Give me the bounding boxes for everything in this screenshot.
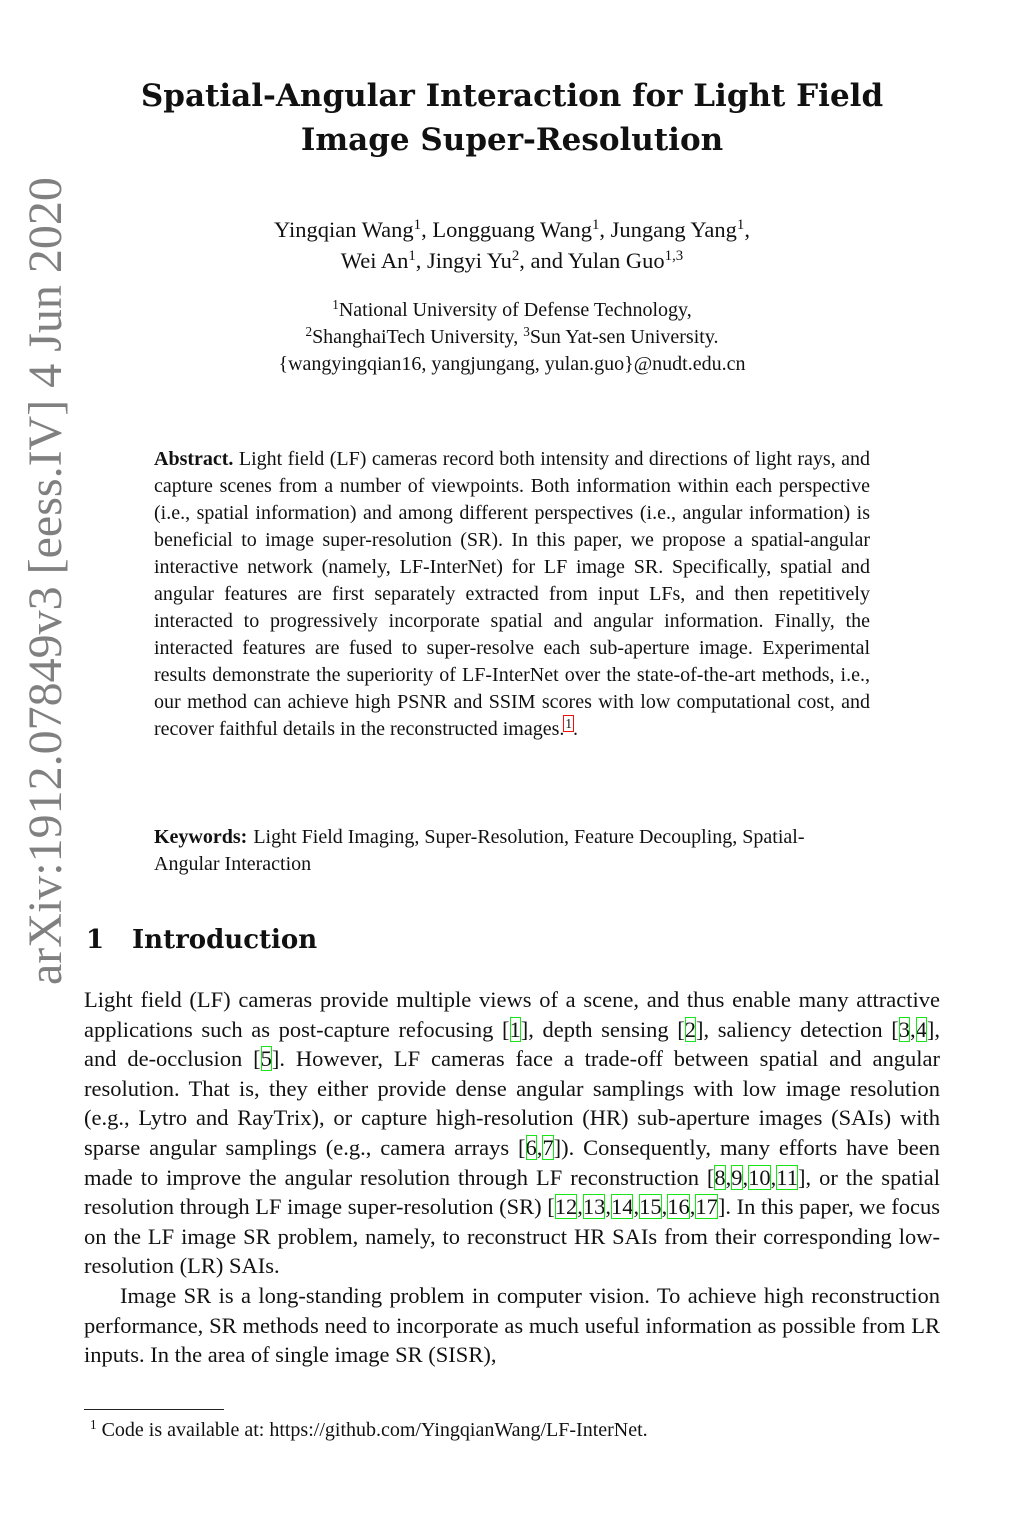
citation-link[interactable]: 10 [748,1164,771,1190]
citation-link[interactable]: 16 [667,1194,690,1220]
abstract: Abstract. Light field (LF) cameras record both intensity and directions of light rays, and capture scenes from a number of viewpoints. Both information within each perspective (i.e., spatial information) and among different perspectives (i.e., angular information) is beneficial to image super-resolution (SR). In this paper, we propose a spatial-angular interactive network (namely, LF-InterNet) for LF image SR. Specifically, spatial and angular features are first separately extracted from input LFs, and then repetitively interacted to progressively incorporate spatial and angular information. Finally, the interacted features are fused to super-resolve each sub-aperture image. Experimental results demonstrate the superiority of LF-InterNet over the state-of-the-art methods, i.e., our method can achieve high PSNR and SSIM scores with low computational cost, and recover faithful details in the reconstructed images.$^1$. [154,448,871,740]
citation-link[interactable]: 8 [714,1164,726,1190]
author-affiliation-mark: 1 [413,216,422,233]
author-affiliation-mark: 1 [736,216,745,233]
citation-link[interactable]: 9 [731,1164,743,1190]
citation-link[interactable]: 4 [915,1016,927,1042]
intro-paragraph-1: Light field (LF) cameras provide multiple views of a scene, and thus enable many attractive applications such as post-capture refocusing [1], depth sensing [2], saliency detection [3,4], and de-occlusion [5]. However, LF cameras face a trade-off between spatial and angular resolution. That is, they either provide dense angular samplings with low image resolution (e.g., Lytro and RayTrix), or capture high-resolution (HR) sub-aperture images (SAIs) with sparse angular samplings (e.g., camera arrays [6,7]). Consequently, many efforts have been made to improve the angular resolution through LF reconstruction [8,9,10,11], or the spatial resolution through LF image super-resolution (SR) [12,13,14,15,16,17]. In this paper, we focus on the LF image SR problem, namely, to reconstruct HR SAIs from their corresponding low-resolution (LR) SAIs. [84,987,941,1279]
author-name: Yulan Guo [567,248,665,273]
author-name: Longguang Wang [432,217,592,242]
citation-link[interactable]: 6 [525,1134,537,1160]
footnote-divider [84,1409,224,1410]
section-number: 1 [86,925,105,955]
footnote [90,1416,950,1444]
keywords-label: Keywords: [154,826,248,848]
author-name: Jingyi Yu [427,248,512,273]
affiliations: $^1$National University of Defense Technology, $^2$ShanghaiTech University, $^3$Sun Yat-sen University. {wangyingqian16, yangjungang, yulan.guo}@nudt.edu.cn [278,296,746,375]
intro-paragraph-2: Image SR is a long-standing problem in computer vision. To achieve high reconstruction performance, SR methods need to incorporate as much useful information as possible from LR inputs. In the area of single image SR (SISR), [84,1282,940,1368]
title-line-1: Spatial-Angular Interaction for Light Field [140,78,884,114]
citation-link[interactable]: 17 [695,1194,718,1220]
citation-link[interactable]: 12 [554,1194,578,1220]
author-name: Yingqian Wang [274,217,414,242]
citation-link[interactable]: 14 [610,1194,634,1220]
citation-link[interactable]: 5 [260,1046,272,1072]
section-heading [86,922,317,958]
citation-link[interactable]: 13 [582,1194,606,1220]
paper-title [80,74,944,162]
author-affiliation-mark: 1,3 [664,247,684,264]
affiliation-2: ShanghaiTech University, [312,326,524,348]
author-list: Yingqian Wang$^1$, Longguang Wang$^1$, Jungang Yang$^1$, Wei An$^1$, Jingyi Yu$^2$, and Yulan Guo$^{1,3}$ [274,216,750,273]
citation-link[interactable]: 1 [509,1016,521,1042]
author-affiliation-mark: 1 [591,216,600,233]
citation-link[interactable]: 7 [542,1134,554,1160]
section-title: Introduction [132,925,318,955]
author-name: Jungang Yang [610,217,737,242]
footnote-mark: 1 [90,1416,97,1432]
author-affiliation-mark: 1 [408,247,416,264]
footnote-text: Code is available at: https://github.com/YingqianWang/LF-InterNet. [101,1419,648,1441]
affiliation-3: Sun Yat-sen University. [529,326,719,348]
affiliation-1: National University of Defense Technology, [338,299,692,321]
title-line-2: Image Super-Resolution [300,122,724,158]
abstract-text: Light field (LF) cameras record both intensity and directions of light rays, and capture scenes from a number of viewpoints. Both information within each perspective (i.e., spatial information) and among different perspectives (i.e., angular information) is beneficial to image super-resolution (SR). In this paper, we propose a spatial-angular interactive network (namely, LF-InterNet) for LF image SR. Specifically, spatial and angular features are first separately extracted from input LFs, and then repetitively interacted to progressively incorporate spatial and angular information. Finally, the interacted features are fused to super-resolve each sub-aperture image. Experimental results demonstrate the superiority of LF-InterNet over the state-of-the-art methods, i.e., our method can achieve high PSNR and SSIM scores with low computational cost, and recover faithful details in the reconstructed images. [154,448,871,740]
keywords-text: Light Field Imaging, Super-Resolution, Feature Decoupling, Spatial-Angular Interaction [154,826,805,875]
intro-body [84,985,940,1370]
footnote-ref-link[interactable]: 1 [565,715,572,731]
citation-link[interactable]: 2 [684,1016,697,1042]
author-affiliation-mark: 2 [511,247,520,264]
arxiv-stamp: arXiv:1912.07849v3 [eess.IV] 4 Jun 2020 [19,177,72,985]
abstract-label: Abstract. [154,448,234,470]
citation-link[interactable]: 11 [776,1164,798,1190]
keywords [154,824,870,878]
author-emails: {wangyingqian16, yangjungang, yulan.guo}@nudt.edu.cn [278,353,746,375]
author-name: Wei An [340,248,409,273]
citation-link[interactable]: 15 [639,1194,662,1220]
citation-link[interactable]: 3 [898,1016,910,1042]
